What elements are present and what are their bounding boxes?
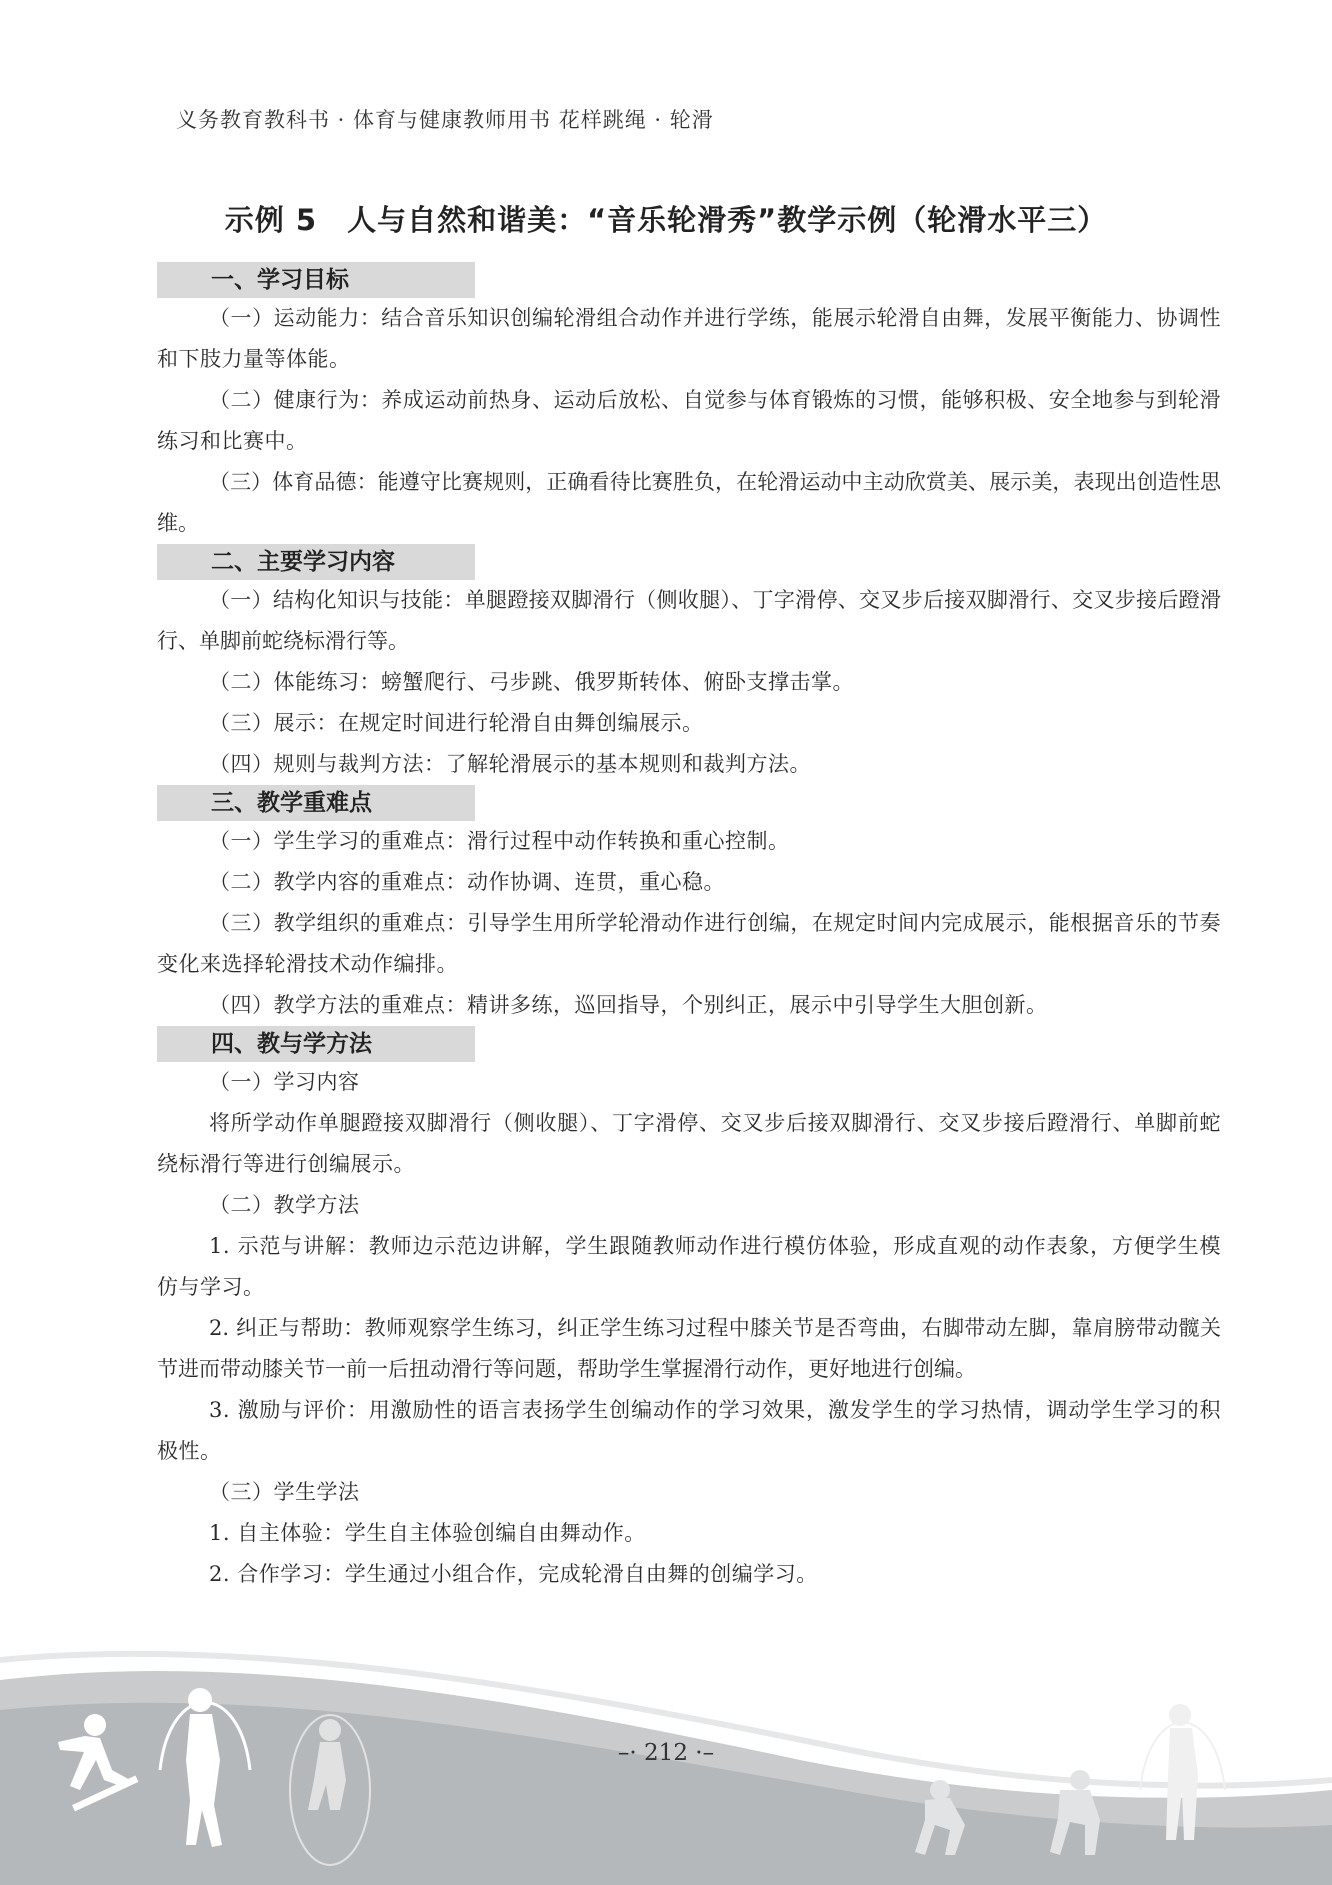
subheading: （二）教学方法 [209, 1193, 360, 1217]
paragraph: （四）规则与裁判方法：了解轮滑展示的基本规则和裁判方法。 [209, 752, 811, 776]
paragraph: 1. 示范与讲解：教师边示范边讲解，学生跟随教师动作进行模仿体验，形成直观的动作表象，方便学生模仿与学习。 [157, 1234, 1221, 1299]
paragraph: 1. 自主体验：学生自主体验创编自由舞动作。 [209, 1521, 646, 1545]
paragraph: （三）展示：在规定时间进行轮滑自由舞创编展示。 [209, 711, 704, 735]
page-title: 示例 5 人与自然和谐美：“音乐轮滑秀”教学示例（轮滑水平三） [224, 203, 1108, 237]
subheading: （一）学习内容 [209, 1070, 360, 1094]
paragraph: （四）教学方法的重难点：精讲多练，巡回指导，个别纠正，展示中引导学生大胆创新。 [209, 993, 1048, 1017]
paragraph: （三）教学组织的重难点：引导学生用所学轮滑动作进行创编，在规定时间内完成展示，能根据音乐的节奏变化来选择轮滑技术动作编排。 [157, 911, 1221, 976]
paragraph: （二）体能练习：螃蟹爬行、弓步跳、俄罗斯转体、俯卧支撑击掌。 [209, 670, 854, 694]
paragraph: （一）结构化知识与技能：单腿蹬接双脚滑行（侧收腿）、丁字滑停、交叉步后接双脚滑行、交叉步接后蹬滑行、单脚前蛇绕标滑行等。 [157, 588, 1221, 653]
paragraph: 3. 激励与评价：用激励性的语言表扬学生创编动作的学习效果，激发学生的学习热情，调动学生学习的积极性。 [157, 1398, 1221, 1463]
page-number [0, 1740, 1332, 1766]
page-number-dash-left: –· [617, 1740, 645, 1766]
paragraph: 2. 纠正与帮助：教师观察学生练习，纠正学生练习过程中膝关节是否弯曲，右脚带动左脚，靠肩膀带动髋关节进而带动膝关节一前一后扭动滑行等问题，帮助学生掌握滑行动作，更好地进行创编。 [157, 1316, 1221, 1381]
paragraph: （一）运动能力：结合音乐知识创编轮滑组合动作并进行学练，能展示轮滑自由舞，发展平衡能力、协调性和下肢力量等体能。 [157, 306, 1221, 371]
section-heading-key-difficulties: 三、教学重难点 [157, 785, 475, 821]
paragraph: （二）教学内容的重难点：动作协调、连贯，重心稳。 [209, 870, 725, 894]
main-content [157, 262, 1221, 1595]
paragraph: （一）学生学习的重难点：滑行过程中动作转换和重心控制。 [209, 829, 790, 853]
section-heading-teaching-methods: 四、教与学方法 [157, 1026, 475, 1062]
paragraph: 2. 合作学习：学生通过小组合作，完成轮滑自由舞的创编学习。 [209, 1562, 818, 1586]
paragraph: 将所学动作单腿蹬接双脚滑行（侧收腿）、丁字滑停、交叉步后接双脚滑行、交叉步接后蹬滑行、单脚前蛇绕标滑行等进行创编展示。 [157, 1111, 1221, 1176]
section-heading-learning-goals: 一、学习目标 [157, 262, 475, 298]
page-number-value: 212 [644, 1740, 688, 1766]
paragraph: （三）体育品德：能遵守比赛规则，正确看待比赛胜负，在轮滑运动中主动欣赏美、展示美，表现出创造性思维。 [157, 470, 1221, 535]
paragraph: （二）健康行为：养成运动前热身、运动后放松、自觉参与体育锻炼的习惯，能够积极、安全地参与到轮滑练习和比赛中。 [157, 388, 1221, 453]
subheading: （三）学生学法 [209, 1480, 360, 1504]
page-number-dash-right: ·– [687, 1740, 715, 1766]
running-header: 义务教育教科书 · 体育与健康教师用书 花样跳绳 · 轮滑 [176, 108, 714, 132]
section-heading-main-content: 二、主要学习内容 [157, 544, 475, 580]
